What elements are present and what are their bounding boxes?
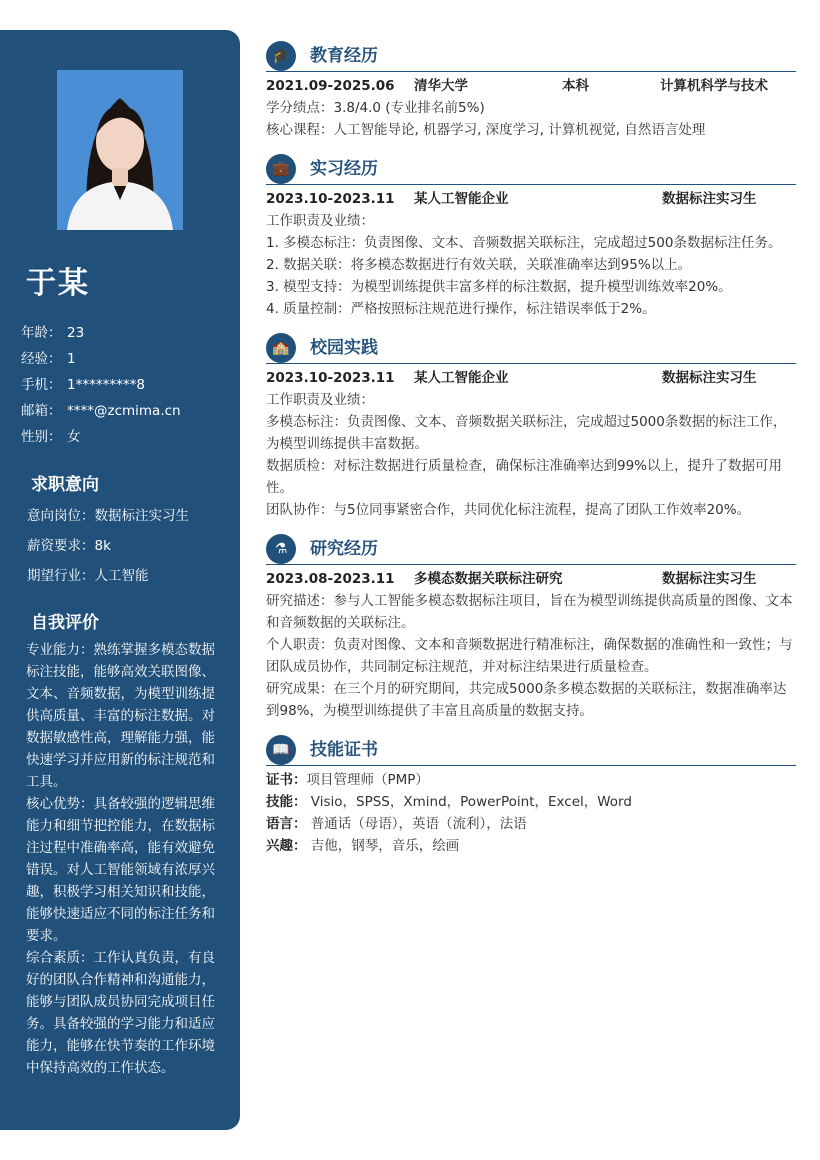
info-label: 邮箱： <box>21 403 62 419</box>
eval-paragraph: 综合素质：工作认真负责，有良好的团队合作精神和沟通能力，能够与团队成员协同完成项目任务。具备较强的学习能力和适应能力，能够在快节奏的工作环境中保持高效的工作状态。 <box>26 950 215 1076</box>
section-title: 校园实践 <box>310 337 378 358</box>
building-icon: 🏫 <box>266 333 296 363</box>
date: 2021.09-2025.06 <box>266 78 395 94</box>
job-intent <box>21 470 221 591</box>
text-line: 个人职责：负责对图像、文本和音频数据进行精准标注，确保数据的准确性和一致性；与团队成员协作，共同制定标注规范，并对标注结果进行质量检查。 <box>266 637 793 675</box>
date: 2023.08-2023.11 <box>266 571 395 587</box>
section-title: 技能证书 <box>310 739 378 760</box>
info-label: 手机： <box>21 377 62 393</box>
info-label: 性别： <box>21 429 62 445</box>
skill-label: 语言： <box>266 816 307 832</box>
organization: 某人工智能企业 <box>414 191 509 207</box>
campus-section <box>266 332 796 521</box>
text-line: 学分绩点：3.8/4.0 (专业排名前5%) <box>266 100 485 116</box>
text-line: 3. 模型支持：为模型训练提供丰富多样的标注数据，提升模型训练效率20%。 <box>266 279 732 295</box>
section-title: 求职意向 <box>31 475 99 495</box>
section-title: 实习经历 <box>310 158 378 179</box>
role: 数据标注实习生 <box>662 191 757 207</box>
profile-photo <box>57 70 183 230</box>
intent-row: 薪资要求：8k <box>27 538 111 554</box>
gender-value: 女 <box>67 429 81 445</box>
skill-label: 技能： <box>266 794 307 810</box>
skill-value: Visio，SPSS，Xmind，PowerPoint，Excel，Word <box>306 794 632 810</box>
sidebar <box>0 30 240 1130</box>
text-line: 核心课程：人工智能导论, 机器学习, 深度学习, 计算机视觉, 自然语言处理 <box>266 122 706 138</box>
text-line: 数据质检：对标注数据进行质量检查，确保标注准确率达到99%以上，提升了数据可用性。 <box>266 458 783 496</box>
organization: 某人工智能企业 <box>414 370 509 386</box>
research-section <box>266 533 796 722</box>
date: 2023.10-2023.11 <box>266 191 395 207</box>
text-line: 多模态标注：负责图像、文本、音频数据关联标注，完成超过5000条数据的标注工作，为模型训练提供丰富数据。 <box>266 414 787 452</box>
degree: 本科 <box>562 78 589 94</box>
text-line: 研究成果：在三个月的研究期间，共完成5000条多模态数据的关联标注，数据准确率达到98%，为模型训练提供了丰富且高质量的数据支持。 <box>266 681 787 719</box>
school: 清华大学 <box>414 78 468 94</box>
graduation-cap-icon: 🎓 <box>266 41 296 71</box>
skill-value: 吉他，钢琴，音乐，绘画 <box>306 838 460 854</box>
flask-icon: ⚗ <box>266 534 296 564</box>
text-line: 工作职责及业绩： <box>266 392 374 408</box>
book-icon: 📖 <box>266 735 296 765</box>
skill-label: 兴趣： <box>266 838 307 854</box>
text-line: 2. 数据关联：将多模态数据进行有效关联，关联准确率达到95%以上。 <box>266 257 692 273</box>
skill-label: 证书： <box>266 772 307 788</box>
experience-value: 1 <box>67 351 76 367</box>
section-title: 教育经历 <box>310 45 378 66</box>
text-line: 团队协作：与5位同事紧密合作，共同优化标注流程，提高了团队工作效率20%。 <box>266 502 751 518</box>
self-evaluation <box>21 608 221 1079</box>
major: 计算机科学与技术 <box>660 78 768 94</box>
text-line: 1. 多模态标注：负责图像、文本、音频数据关联标注，完成超过500条数据标注任务。 <box>266 235 782 251</box>
organization: 多模态数据关联标注研究 <box>414 571 563 587</box>
section-title: 研究经历 <box>310 538 378 559</box>
personal-info <box>21 320 181 450</box>
eval-paragraph: 专业能力：熟练掌握多模态数据标注技能，能够高效关联图像、文本、音频数据，为模型训练提供高质量、丰富的标注数据。对数据敏感性高，理解能力强，能快速学习并应用新的标注规范和工具。 <box>26 642 215 790</box>
briefcase-icon: 💼 <box>266 154 296 184</box>
text-line: 工作职责及业绩： <box>266 213 374 229</box>
section-title: 自我评价 <box>31 613 99 633</box>
candidate-name: 于某 <box>26 266 90 301</box>
phone-value: 1*********8 <box>67 377 145 393</box>
text-line: 4. 质量控制：严格按照标注规范进行操作，标注错误率低于2%。 <box>266 301 656 317</box>
date: 2023.10-2023.11 <box>266 370 395 386</box>
internship-section <box>266 153 796 320</box>
main-content <box>266 40 796 869</box>
info-label: 年龄： <box>21 325 62 341</box>
role: 数据标注实习生 <box>662 370 757 386</box>
education-section <box>266 40 796 141</box>
eval-paragraph: 核心优势：具备较强的逻辑思维能力和细节把控能力，在数据标注过程中准确率高，能有效避免错误。对人工智能领域有浓厚兴趣，积极学习相关知识和技能，能够快速适应不同的标注任务和要求。 <box>26 796 215 944</box>
role: 数据标注实习生 <box>662 571 757 587</box>
skill-value: 普通话（母语），英语（流利），法语 <box>306 816 527 832</box>
skill-value: 项目管理师（PMP） <box>306 772 429 788</box>
age-value: 23 <box>67 325 85 341</box>
info-label: 经验： <box>21 351 62 367</box>
skills-section <box>266 734 796 857</box>
email-value: ****@zcmima.cn <box>67 403 181 419</box>
intent-row: 期望行业：人工智能 <box>27 568 149 584</box>
text-line: 研究描述：参与人工智能多模态数据标注项目，旨在为模型训练提供高质量的图像、文本和音频数据的关联标注。 <box>266 593 793 631</box>
intent-row: 意向岗位：数据标注实习生 <box>27 508 189 524</box>
